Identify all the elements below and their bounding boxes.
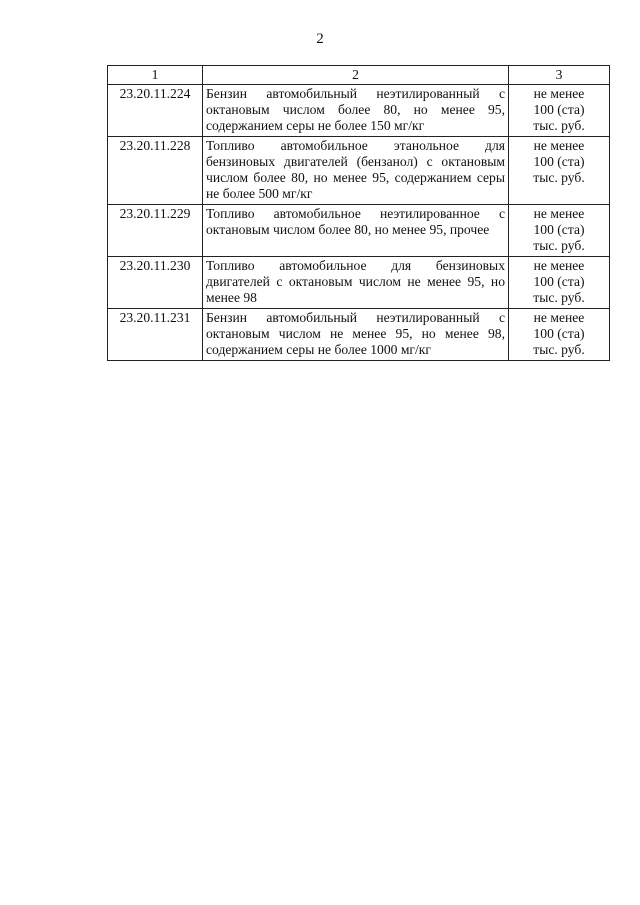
codes-table bbox=[107, 65, 610, 361]
table-row bbox=[108, 205, 610, 257]
limit-line: не менее bbox=[533, 206, 585, 221]
limit-cell bbox=[509, 85, 610, 137]
okpd-code-cell: 23.20.11.224 bbox=[108, 85, 203, 137]
limit-line: тыс. руб. bbox=[533, 118, 585, 133]
limit-cell bbox=[509, 257, 610, 309]
okpd-code-cell: 23.20.11.231 bbox=[108, 309, 203, 361]
product-description-cell: Топливо автомобильное для бензиновых двигателей с октановым числом не менее 95, но менее 98 bbox=[203, 257, 509, 309]
column-header-1: 1 bbox=[108, 66, 203, 85]
page-number: 2 bbox=[316, 31, 324, 47]
limit-line: тыс. руб. bbox=[533, 170, 585, 185]
table-row bbox=[108, 137, 610, 205]
header-row bbox=[108, 66, 610, 85]
table-row bbox=[108, 309, 610, 361]
table-row bbox=[108, 85, 610, 137]
limit-line: не менее bbox=[533, 258, 585, 273]
product-description-cell: Топливо автомобильное неэтилированное с октановым числом более 80, но менее 95, прочее bbox=[203, 205, 509, 257]
limit-line: 100 (ста) bbox=[533, 326, 585, 341]
limit-cell bbox=[509, 309, 610, 361]
table-row bbox=[108, 257, 610, 309]
okpd-code-cell: 23.20.11.228 bbox=[108, 137, 203, 205]
limit-line: не менее bbox=[533, 310, 585, 325]
limit-line: не менее bbox=[533, 138, 585, 153]
product-description-cell: Бензин автомобильный неэтилированный с октановым числом не менее 95, но менее 98, содержанием серы не более 1000 мг/кг bbox=[203, 309, 509, 361]
limit-line: 100 (ста) bbox=[533, 222, 585, 237]
limit-line: тыс. руб. bbox=[533, 342, 585, 357]
product-description-cell: Бензин автомобильный неэтилированный с октановым числом более 80, но менее 95, содержанием серы не более 150 мг/кг bbox=[203, 85, 509, 137]
limit-line: 100 (ста) bbox=[533, 274, 585, 289]
okpd-code-cell: 23.20.11.230 bbox=[108, 257, 203, 309]
limit-cell bbox=[509, 205, 610, 257]
limit-line: не менее bbox=[533, 86, 585, 101]
limit-line: 100 (ста) bbox=[533, 154, 585, 169]
okpd-code-cell: 23.20.11.229 bbox=[108, 205, 203, 257]
product-description-cell: Топливо автомобильное этанольное для бензиновых двигателей (бензанол) с октановым числом более 80, но менее 95, содержанием серы не более 500 мг/кг bbox=[203, 137, 509, 205]
limit-line: тыс. руб. bbox=[533, 238, 585, 253]
column-header-3: 3 bbox=[509, 66, 610, 85]
limit-line: тыс. руб. bbox=[533, 290, 585, 305]
limit-cell bbox=[509, 137, 610, 205]
column-header-2: 2 bbox=[203, 66, 509, 85]
limit-line: 100 (ста) bbox=[533, 102, 585, 117]
